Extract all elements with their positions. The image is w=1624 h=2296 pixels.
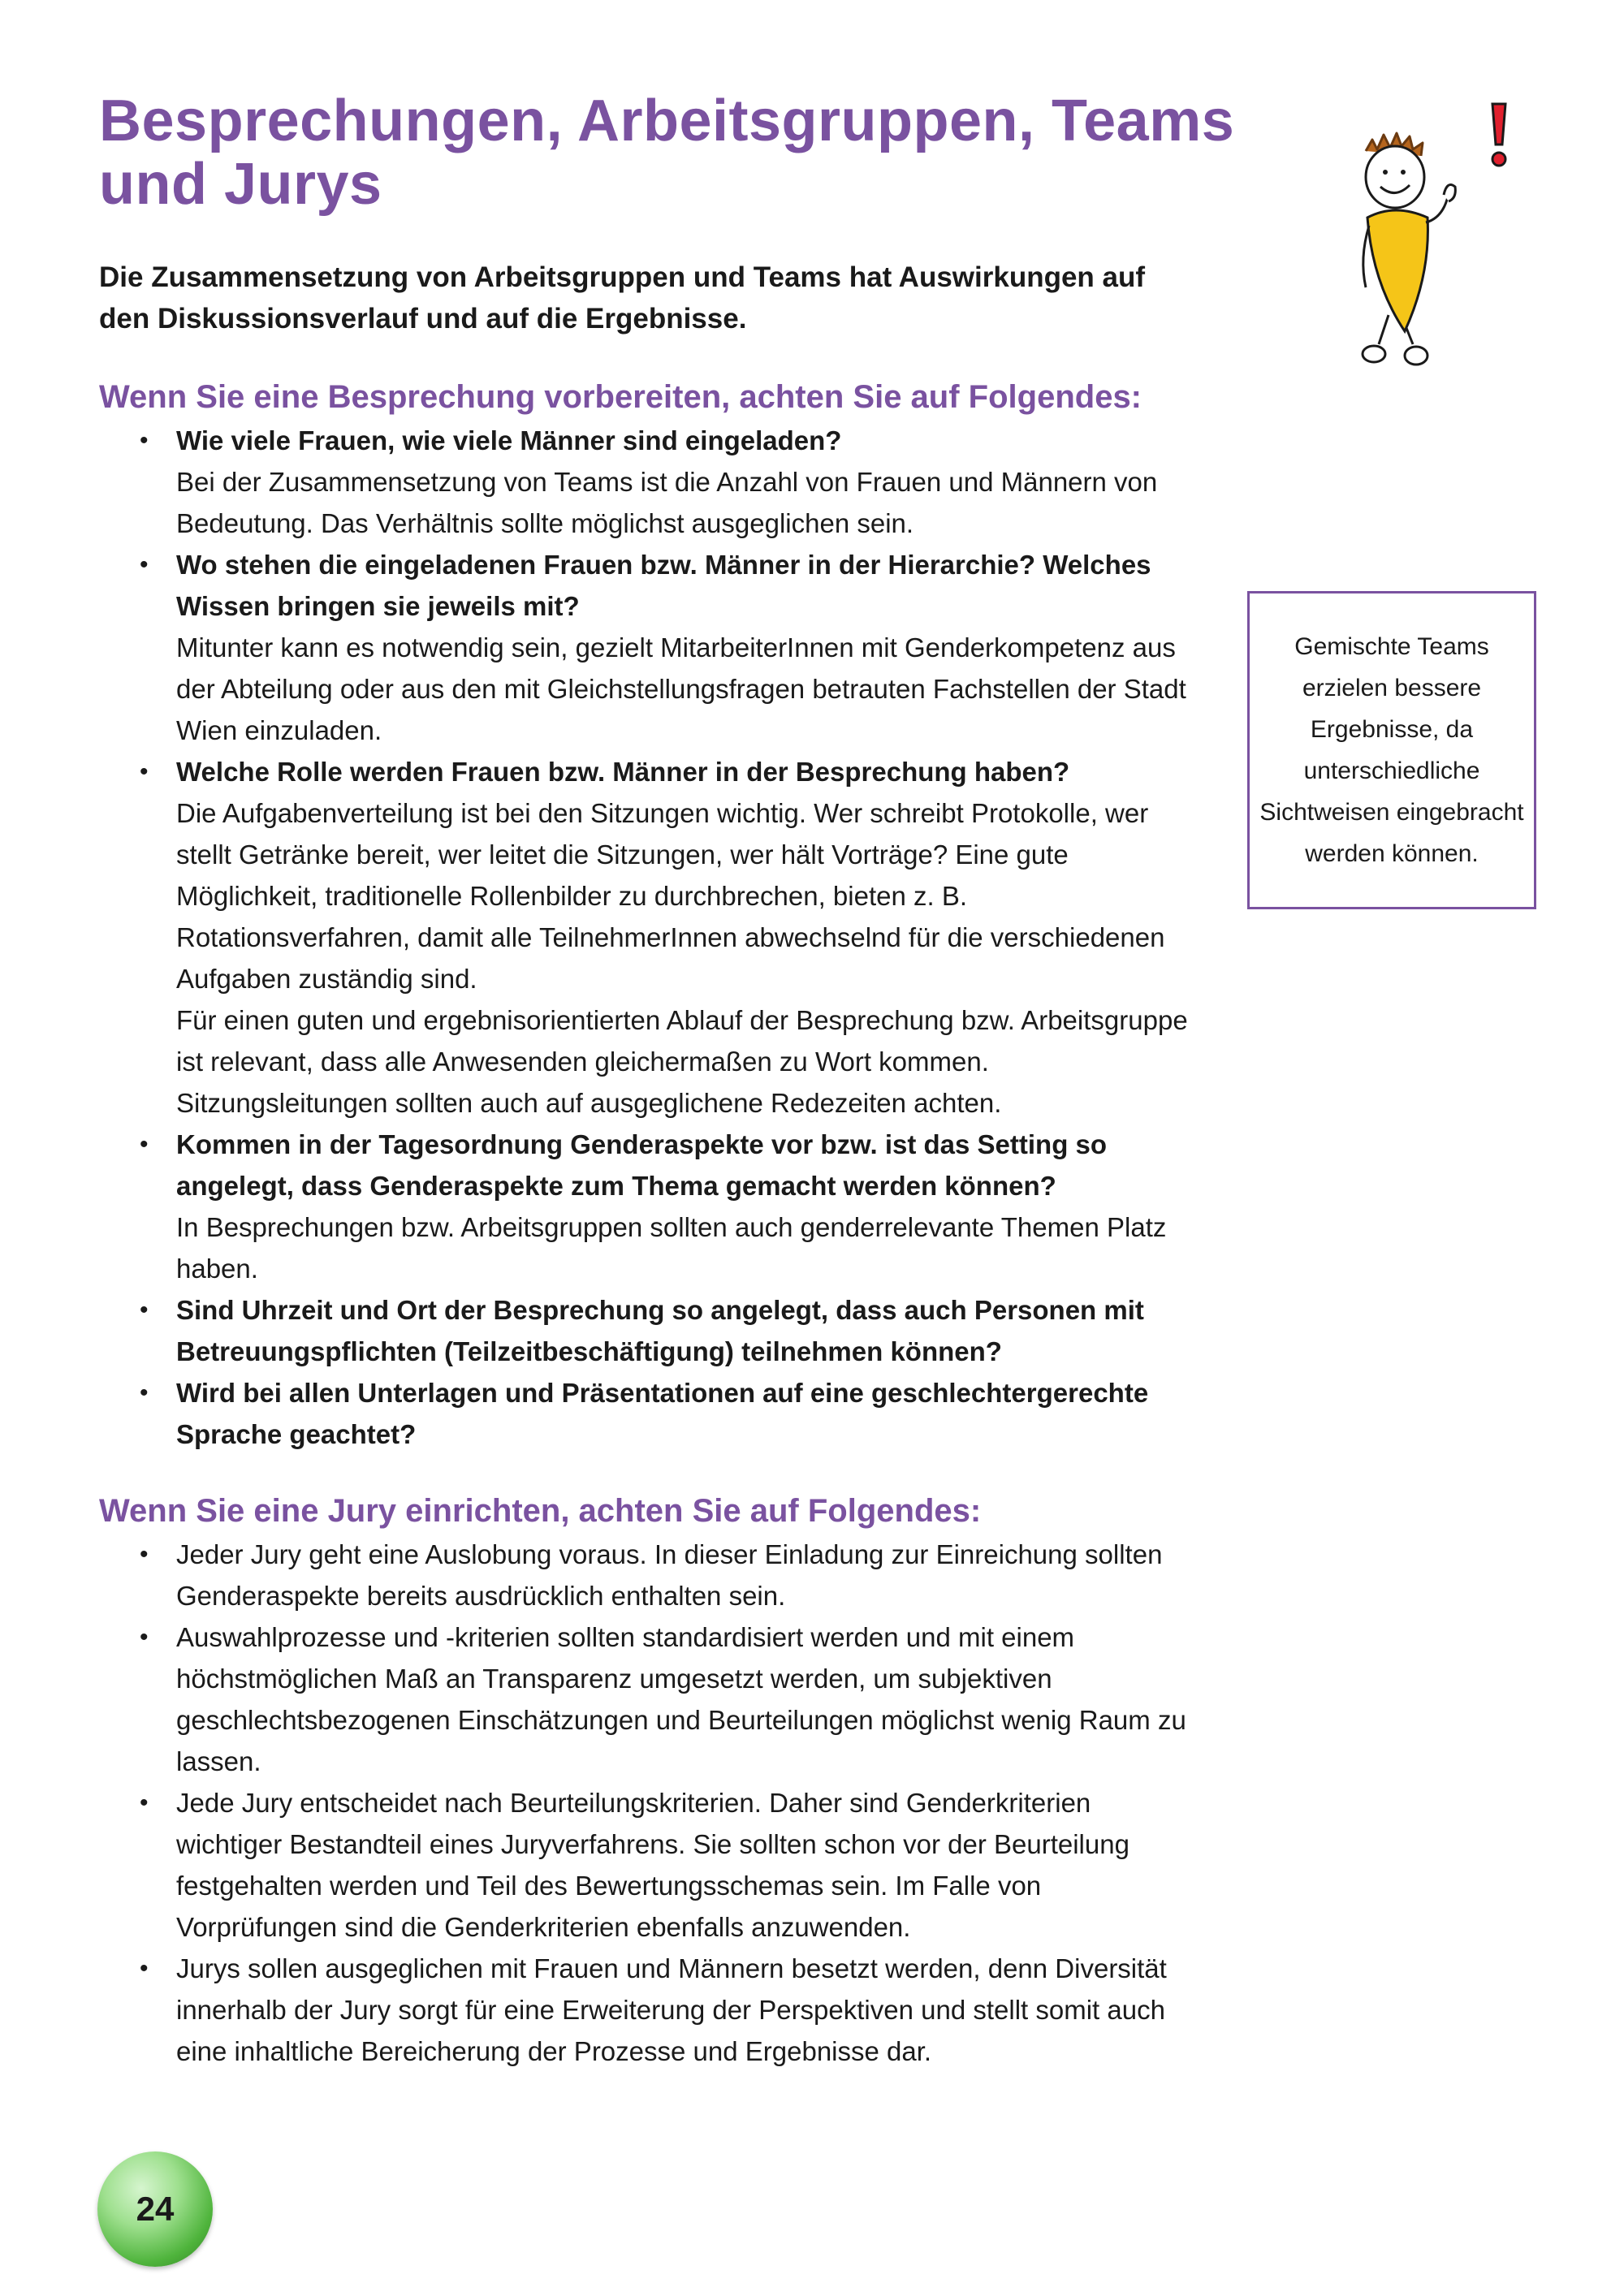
item-question: Welche Rolle werden Frauen bzw. Männer in der Besprechung haben?	[176, 757, 1070, 787]
sidebox-text: Gemischte Teams erzielen bessere Ergebnisse, da unterschiedliche Sichtweisen eingebracht werden können.	[1259, 633, 1524, 867]
list-item	[99, 1124, 1203, 1289]
list-item	[99, 1616, 1203, 1782]
bullet-icon: •	[140, 1789, 149, 1816]
item-text: Jede Jury entscheidet nach Beurteilungskriterien. Daher sind Genderkriterien wichtiger Bestandteil eines Juryverfahrens. Sie sollten schon vor der Beurteilung festgehalten werden und Teil des Bewertungsschemas sein. Im Falle von Vorprüfungen sind die Genderkriterien ebenfalls anzuwenden.	[176, 1788, 1129, 1942]
item-text: Bei der Zusammensetzung von Teams ist die Anzahl von Frauen und Männern von Bedeutung. Das Verhältnis sollte möglichst ausgeglichen sein.	[176, 467, 1158, 538]
list-item	[99, 1289, 1203, 1372]
item-question: Wird bei allen Unterlagen und Präsentationen auf eine geschlechtergerechte Sprache geachtet?	[176, 1378, 1149, 1449]
jury-checklist	[99, 1534, 1203, 2072]
bullet-icon: •	[140, 1541, 149, 1568]
bullet-icon: •	[140, 1131, 149, 1158]
list-item	[99, 420, 1203, 544]
page-title: Besprechungen, Arbeitsgruppen, Teams und Jurys	[99, 88, 1235, 217]
mascot-illustration-icon	[1348, 96, 1527, 380]
item-text: Mitunter kann es notwendig sein, gezielt MitarbeiterInnen mit Genderkompetenz aus der Abteilung oder aus den mit Gleichstellungsfragen betrauten Fachstellen der Stadt Wien einzuladen.	[176, 632, 1186, 745]
list-item	[99, 544, 1203, 751]
exclamation-icon	[1492, 104, 1505, 166]
item-text: Auswahlprozesse und -kriterien sollten standardisiert werden und mit einem höchstmöglichen Maß an Transparenz umgesetzt werden, um subjektiven geschlechtsbezogenen Einschätzungen und Beurteilungen möglichst wenig Raum zu lassen.	[176, 1622, 1186, 1776]
intro-text: Die Zusammensetzung von Arbeitsgruppen und Teams hat Auswirkungen auf den Diskussionsverlauf und auf die Ergebnisse.	[99, 261, 1146, 334]
bullet-icon: •	[140, 1379, 149, 1406]
section-heading-meeting: Wenn Sie eine Besprechung vorbereiten, achten Sie auf Folgendes:	[99, 379, 1142, 415]
item-question: Wie viele Frauen, wie viele Männer sind eingeladen?	[176, 425, 842, 455]
info-sidebox	[1247, 591, 1536, 909]
list-item	[99, 1534, 1203, 1616]
item-text: Jurys sollen ausgeglichen mit Frauen und Männern besetzt werden, denn Diversität innerhalb der Jury sorgt für eine Erweiterung der Perspektiven und stellt somit auch eine inhaltliche Bereicherung der Prozesse und Ergebnisse dar.	[176, 1953, 1167, 2066]
item-question: Sind Uhrzeit und Ort der Besprechung so angelegt, dass auch Personen mit Betreuungspflichten (Teilzeitbeschäftigung) teilnehmen können?	[176, 1295, 1144, 1366]
item-question: Wo stehen die eingeladenen Frauen bzw. Männer in der Hierarchie? Welches Wissen bringen sie jeweils mit?	[176, 550, 1151, 621]
item-text: Jeder Jury geht eine Auslobung voraus. In dieser Einladung zur Einreichung sollten Genderaspekte bereits ausdrücklich enthalten sein.	[176, 1539, 1163, 1611]
list-item	[99, 1782, 1203, 1948]
bullet-icon: •	[140, 551, 149, 578]
item-text: Für einen guten und ergebnisorientierten Ablauf der Besprechung bzw. Arbeitsgruppe ist relevant, dass alle Anwesenden gleichermaßen zu Wort kommen. Sitzungsleitungen sollten auch auf ausgeglichene Redezeiten achten.	[176, 1005, 1188, 1118]
item-text: In Besprechungen bzw. Arbeitsgruppen sollten auch genderrelevante Themen Platz haben.	[176, 1212, 1167, 1284]
section-heading-jury: Wenn Sie eine Jury einrichten, achten Sie auf Folgendes:	[99, 1493, 982, 1529]
meeting-checklist	[99, 420, 1203, 1455]
bullet-icon: •	[140, 1955, 149, 1982]
list-item	[99, 1372, 1203, 1455]
list-item	[99, 1948, 1203, 2072]
page-number-badge	[97, 2151, 213, 2267]
list-item	[99, 751, 1203, 1124]
item-question: Kommen in der Tagesordnung Genderaspekte vor bzw. ist das Setting so angelegt, dass Genderaspekte zum Thema gemacht werden können?	[176, 1129, 1108, 1201]
bullet-icon: •	[140, 1297, 149, 1323]
item-text: Die Aufgabenverteilung ist bei den Sitzungen wichtig. Wer schreibt Protokolle, wer stellt Getränke bereit, wer leitet die Sitzungen, wer hält Vorträge? Eine gute Möglichkeit, traditionelle Rollenbilder zu durchbrechen, bieten z. B. Rotationsverfahren, damit alle TeilnehmerInnen abwechselnd für die verschiedenen Aufgaben zuständig sind.	[176, 798, 1165, 994]
bullet-icon: •	[140, 427, 149, 454]
bullet-icon: •	[140, 1624, 149, 1651]
bullet-icon: •	[140, 758, 149, 785]
page-number: 24	[136, 2190, 175, 2228]
